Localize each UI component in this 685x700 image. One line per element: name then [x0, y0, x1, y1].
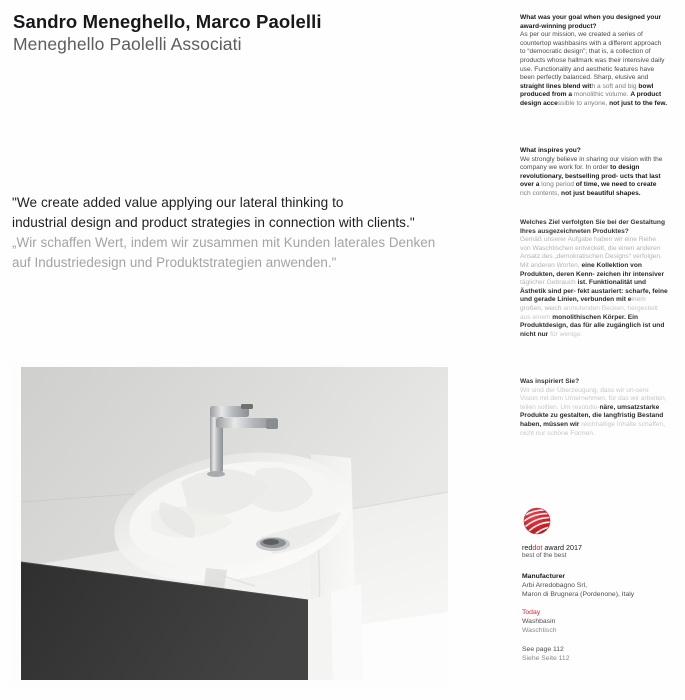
award-title-dot: dot	[532, 543, 543, 552]
credits-block	[522, 572, 672, 663]
qa-answer-de-1-m5: inem großen, weich	[520, 296, 646, 312]
qa-answer-en-2	[520, 156, 668, 199]
qa-block-de-1	[520, 219, 668, 339]
qa-answer-en-1	[520, 31, 668, 108]
reddot-award-logo-icon	[522, 506, 552, 536]
qa-answer-de-1-lead: Gemäß unserer Aufgabe haben wir eine Reihe von Waschtischen entwickelt, die einen anderen Ansatz des „demokratischen Designs“ verfolgen. Mit anderen Worten,	[520, 236, 662, 269]
qa-answer-en-1-b1: straight lines blend wit	[520, 82, 592, 90]
qa-answer-de-2-b1: näre, umsatzstarke Produkte zu gestalten,	[520, 403, 660, 420]
designer-quote	[12, 193, 482, 272]
qa-answer-de-2	[520, 387, 668, 439]
quote-german	[12, 233, 482, 272]
qa-answer-de-2-lead: Wir sind der Überzeugung, dass wir un-sere Vision mit dem Unternehmen, für das wir arbeiten, teilen sollten. Um revolutio-	[520, 386, 667, 411]
qa-answer-en-1-b4: not just to the few.	[609, 99, 668, 107]
manufacturer-line-2: Maron di Brugnera (Pordenone), Italy	[522, 591, 635, 599]
qa-answer-en-2-b4: we need to create	[601, 181, 657, 189]
product-type-en: Washbasin	[522, 618, 556, 626]
manufacturer-label: Manufacturer	[522, 573, 566, 580]
qa-answer-en-1-b3: A product design acce	[520, 91, 662, 107]
quote-german-line-1: „Wir schaffen Wert, indem wir zusammen mit Kunden laterales Denken	[12, 235, 436, 250]
qa-answer-en-2-b2: ucts that last over a	[520, 172, 661, 189]
qa-answer-en-2-b1: to design revolutionary, bestselling prod-	[520, 164, 640, 180]
qa-answer-en-2-b5: not just	[559, 189, 585, 197]
qa-answer-en-1-m2: monolithic volume.	[573, 91, 629, 99]
qa-question-en-2: What inspires you?	[520, 147, 581, 154]
qa-answer-en-2-b6: beautiful shapes.	[586, 189, 641, 197]
qa-answer-de-1-m2: täglicher Gebrauch	[520, 279, 576, 287]
qa-answer-de-1-fade: anmutenden Becken, hergestellt aus einem	[520, 304, 658, 321]
qa-answer-de-1-fade2: für wenige.	[550, 330, 583, 338]
qa-answer-en-2-lead: We strongly believe in sharing our vision with the company we work for. In order	[520, 155, 663, 172]
award-title-rest: award 2017	[542, 543, 582, 552]
qa-answer-en-1-lead: As per our mission, we created a series of countertop washbasins with a different approach to “democratic design”; that is, a collection of products whose hallmark was their intensive daily use. Functionality and aesthetic features have been perfectly balanced. Sharp, elusive and	[520, 31, 665, 82]
qa-answer-en-1-m3: ssible to anyone,	[557, 99, 608, 107]
quote-english-line-1: "We create added value applying our lateral thinking to	[12, 195, 344, 210]
qa-answer-en-1-b2: bowl produced from a	[520, 82, 654, 99]
qa-answer-de-1-b1: eine Kollektion von Produkten, deren Kenn-	[520, 261, 642, 278]
qa-block-en-1	[520, 14, 668, 109]
right-column	[520, 0, 672, 700]
qa-answer-de-1-b4: fekt austariert: scharfe, feine und gerade	[520, 287, 668, 304]
qa-answer-de-1-b6: monolithischen Körper. Ein Produktdesign,	[520, 313, 639, 330]
qa-answer-en-1-m1: h a soft and big	[591, 82, 637, 90]
qa-answer-en-2-m4: rich contents,	[520, 189, 560, 197]
designer-name: Sandro Meneghello, Marco Paolelli	[13, 11, 322, 32]
qa-answer-de-1-b5: Linien, verbunden mit e	[557, 296, 632, 304]
qa-block-en-2	[520, 147, 668, 199]
qa-block-de-2	[520, 378, 668, 438]
quote-english	[12, 193, 482, 232]
manufacturer-line-1: Arbi Arredobagno Srl,	[522, 582, 587, 590]
qa-answer-en-2-b3: of time,	[573, 181, 600, 189]
qa-answer-de-2-fade: reichhaltige Inhalte schaffen, nicht nur	[520, 420, 666, 437]
qa-answer-de-1-b3: ist. Funktionalität und Ästhetik sind per-	[520, 279, 647, 295]
award-title-red: red	[522, 543, 533, 552]
qa-question-de-2: Was inspiriert Sie?	[520, 378, 580, 385]
qa-answer-de-2-fade2: schöne Formen.	[547, 429, 595, 437]
studio-name: Meneghello Paolelli Associati	[13, 34, 242, 54]
product-type-de: Waschtisch	[522, 627, 557, 635]
product-photo-illustration	[11, 362, 448, 687]
qa-answer-de-2-b2: die langfristig Bestand haben, müssen wir	[520, 412, 664, 428]
qa-answer-de-1-b2: zeichen ihr intensiver	[596, 270, 665, 278]
award-subtitle: best of the best	[522, 552, 567, 559]
qa-answer-de-1-b7: das für alle zugänglich ist und nicht nur	[520, 322, 665, 338]
qa-answer-de-1	[520, 236, 668, 339]
quote-german-line-2: auf Industriedesign und Produktstrategien anwenden."	[12, 254, 337, 270]
page-reference-de: Siehe Seite 112	[522, 654, 570, 662]
qa-question-de-1: Welches Ziel verfolgten Sie bei der Gestaltung Ihres ausgezeichneten Produktes?	[520, 219, 665, 235]
qa-answer-en-2-m2: long period	[541, 181, 574, 189]
product-photo	[11, 362, 448, 687]
page-reference-en: See page 112	[522, 645, 564, 653]
quote-english-line-2: industrial design and product strategies in connection with clients."	[12, 214, 415, 230]
award-title	[522, 543, 582, 552]
product-name: Today	[522, 609, 541, 617]
qa-question-en-1: What was your goal when you designed your award-winning product?	[520, 14, 662, 30]
